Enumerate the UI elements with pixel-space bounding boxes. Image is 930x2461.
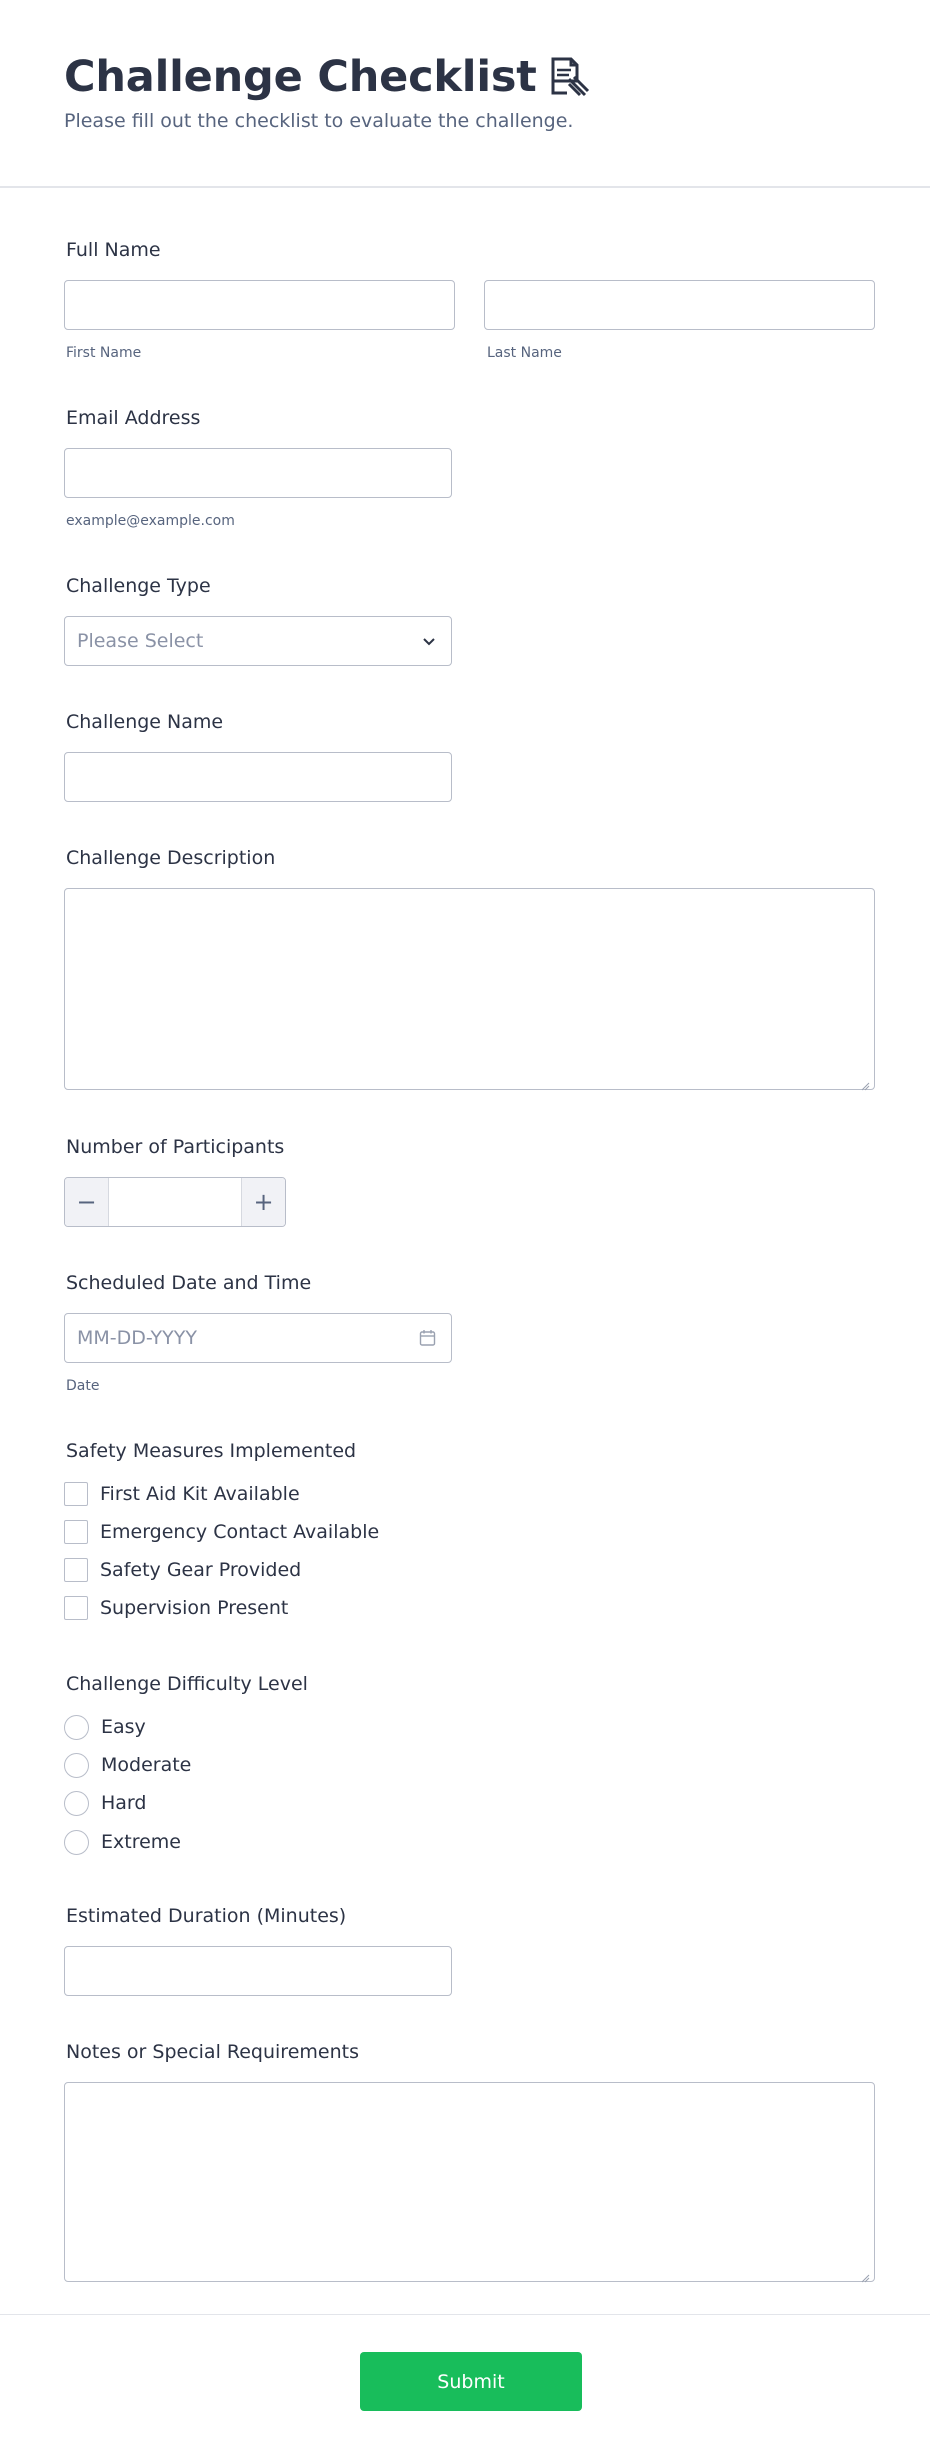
difficulty-option-moderate[interactable] xyxy=(64,1752,191,1778)
email-sublabel: example@example.com xyxy=(66,513,235,529)
safety-option-first-aid[interactable] xyxy=(64,1481,300,1507)
safety-option-supervision[interactable] xyxy=(64,1595,288,1621)
difficulty-option-extreme[interactable] xyxy=(64,1829,181,1855)
page-title: Challenge Checklist xyxy=(64,52,537,102)
challenge-description-textarea[interactable] xyxy=(64,888,875,1090)
option-label: Emergency Contact Available xyxy=(100,1521,380,1543)
difficulty-label: Challenge Difficulty Level xyxy=(66,1673,308,1695)
option-label: Moderate xyxy=(101,1754,192,1776)
option-label: Supervision Present xyxy=(100,1597,289,1619)
difficulty-option-hard[interactable] xyxy=(64,1790,146,1816)
date-input[interactable] xyxy=(64,1313,452,1363)
first-name-input[interactable] xyxy=(64,280,455,330)
checkbox[interactable] xyxy=(64,1558,88,1582)
email-input[interactable] xyxy=(64,448,452,498)
date-sublabel: Date xyxy=(66,1378,100,1394)
option-label: First Aid Kit Available xyxy=(100,1483,300,1505)
radio-button[interactable] xyxy=(64,1753,89,1778)
option-label: Easy xyxy=(101,1716,146,1738)
checkbox[interactable] xyxy=(64,1482,88,1506)
document-checklist-icon xyxy=(547,55,591,99)
challenge-type-selected: Please Select xyxy=(77,630,204,652)
difficulty-option-easy[interactable] xyxy=(64,1714,146,1740)
chevron-down-icon xyxy=(421,633,437,649)
resize-grip-icon[interactable] xyxy=(861,1076,870,1085)
page-subtitle: Please fill out the checklist to evaluate the challenge. xyxy=(64,110,574,132)
notes-label: Notes or Special Requirements xyxy=(66,2041,359,2063)
first-name-sublabel: First Name xyxy=(66,345,142,361)
last-name-sublabel: Last Name xyxy=(487,345,562,361)
duration-label: Estimated Duration (Minutes) xyxy=(66,1905,347,1927)
date-placeholder: MM-DD-YYYY xyxy=(77,1327,197,1349)
calendar-icon[interactable] xyxy=(419,1329,437,1347)
title-row xyxy=(64,52,591,102)
safety-option-safety-gear[interactable] xyxy=(64,1557,301,1583)
footer-divider xyxy=(0,2314,930,2315)
checkbox[interactable] xyxy=(64,1520,88,1544)
radio-button[interactable] xyxy=(64,1715,89,1740)
notes-textarea[interactable] xyxy=(64,2082,875,2282)
option-label: Extreme xyxy=(101,1831,181,1853)
increment-button[interactable]: + xyxy=(241,1178,285,1226)
challenge-name-label: Challenge Name xyxy=(66,711,224,733)
last-name-input[interactable] xyxy=(484,280,875,330)
form-header xyxy=(0,0,930,188)
challenge-type-select[interactable] xyxy=(64,616,452,666)
radio-button[interactable] xyxy=(64,1830,89,1855)
challenge-name-input[interactable] xyxy=(64,752,452,802)
resize-grip-icon[interactable] xyxy=(861,2268,870,2277)
option-label: Safety Gear Provided xyxy=(100,1559,302,1581)
participants-label: Number of Participants xyxy=(66,1136,285,1158)
safety-option-emergency-contact[interactable] xyxy=(64,1519,379,1545)
participants-stepper[interactable] xyxy=(64,1177,286,1227)
schedule-label: Scheduled Date and Time xyxy=(66,1272,312,1294)
duration-input[interactable] xyxy=(64,1946,452,1996)
checkbox[interactable] xyxy=(64,1596,88,1620)
radio-button[interactable] xyxy=(64,1791,89,1816)
challenge-description-label: Challenge Description xyxy=(66,847,276,869)
option-label: Hard xyxy=(101,1792,147,1814)
decrement-button[interactable]: − xyxy=(65,1178,109,1226)
submit-button[interactable]: Submit xyxy=(360,2352,582,2411)
email-label: Email Address xyxy=(66,407,201,429)
challenge-type-label: Challenge Type xyxy=(66,575,211,597)
safety-label: Safety Measures Implemented xyxy=(66,1440,357,1462)
full-name-label: Full Name xyxy=(66,239,161,261)
